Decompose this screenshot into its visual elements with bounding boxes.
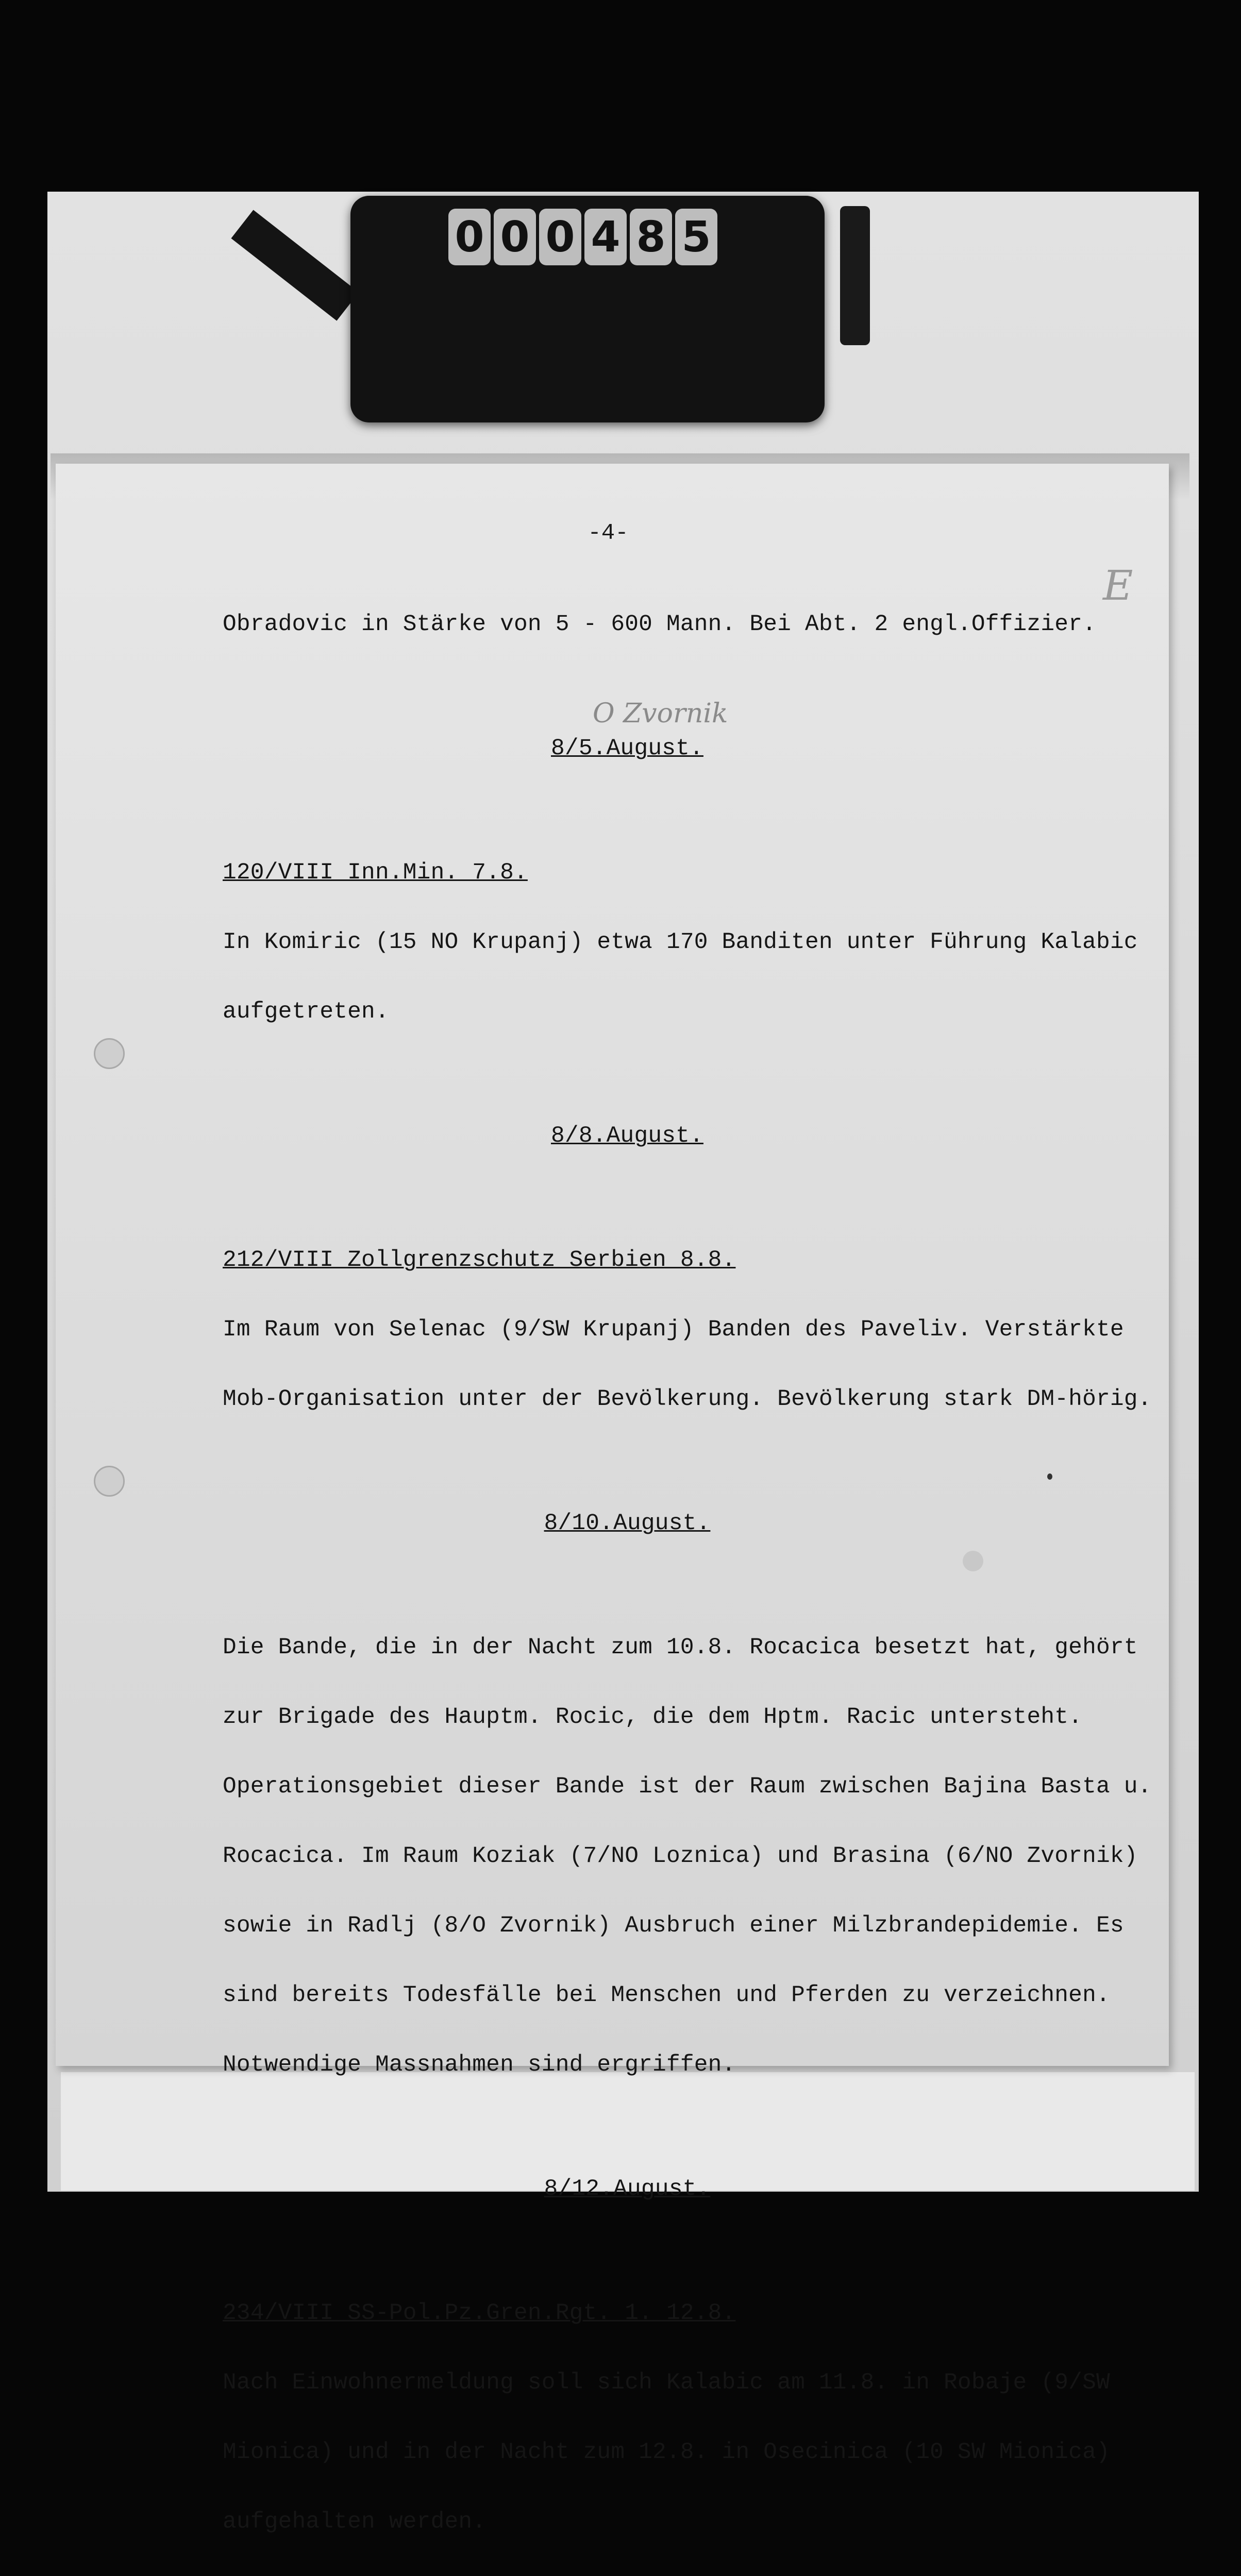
page-number: -4- — [588, 520, 629, 546]
text-line: Mionica) und in der Nacht zum 12.8. in Osecinica (10 SW Mionica) — [223, 2439, 1110, 2465]
unit-heading: 212/VIII Zollgrenzschutz Serbien 8.8. — [223, 1247, 736, 1273]
counter-digit: 0 — [539, 209, 581, 265]
counter-digit: 0 — [494, 209, 536, 265]
punch-hole — [94, 1038, 125, 1069]
text-line: Die Bande, die in der Nacht zum 10.8. Rocacica besetzt hat, gehört — [223, 1635, 1138, 1660]
counter-knob — [840, 206, 870, 345]
date-heading: 8/10.August. — [544, 1511, 711, 1536]
counter-digit: 0 — [448, 209, 491, 265]
text-line: Mob-Organisation unter der Bevölkerung. Bevölkerung stark DM-hörig. — [223, 1386, 1152, 1412]
text-line: Operationsgebiet dieser Bande ist der Raum zwischen Bajina Basta u. — [223, 1774, 1152, 1800]
text-line: Obradovic in Stärke von 5 - 600 Mann. Bei Abt. 2 engl.Offizier. — [223, 612, 1096, 637]
unit-heading: 234/VIII SS-Pol.Pz.Gren.Rgt. 1. 12.8. — [223, 2300, 736, 2326]
unit-heading: 120/VIII Inn.Min. 7.8. — [223, 860, 528, 886]
counter-digit: 4 — [584, 209, 627, 265]
report-text — [223, 567, 1150, 2576]
text-line: aufgetreten. — [223, 999, 389, 1025]
date-heading: 8/12.August. — [544, 2176, 711, 2202]
counter-digit: 8 — [630, 209, 672, 265]
text-line: Rocacica. Im Raum Koziak (7/NO Loznica) und Brasina (6/NO Zvornik) — [223, 1843, 1138, 1869]
date-heading: 8/8.August. — [551, 1123, 703, 1149]
punch-hole — [94, 1466, 125, 1497]
text-line: zur Brigade des Hauptm. Rocic, die dem Hptm. Racic untersteht. — [223, 1704, 1083, 1730]
date-heading: 8/5.August. — [551, 736, 703, 761]
handwritten-margin-mark: E — [1103, 562, 1133, 609]
text-line: aufgehalten werden. — [223, 2509, 487, 2535]
text-line: Nach Einwohnermeldung soll sich Kalabic am 11.8. in Robaje (9/SW — [223, 2370, 1110, 2396]
text-line: In Komiric (15 NO Krupanj) etwa 170 Banditen unter Führung Kalabic — [223, 929, 1138, 955]
frame-counter-digits — [448, 209, 717, 265]
text-line: Im Raum von Selenac (9/SW Krupanj) Banden des Paveliv. Verstärkte — [223, 1317, 1124, 1343]
text-line: sind bereits Todesfälle bei Menschen und Pferden zu verzeichnen. — [223, 1982, 1110, 2008]
text-line: Notwendige Massnahmen sind ergriffen. — [223, 2052, 736, 2078]
text-line: sowie in Radlj (8/O Zvornik) Ausbruch einer Milzbrandepidemie. Es — [223, 1913, 1124, 1939]
handwritten-note: O Zvornik — [593, 698, 728, 729]
counter-digit: 5 — [675, 209, 717, 265]
